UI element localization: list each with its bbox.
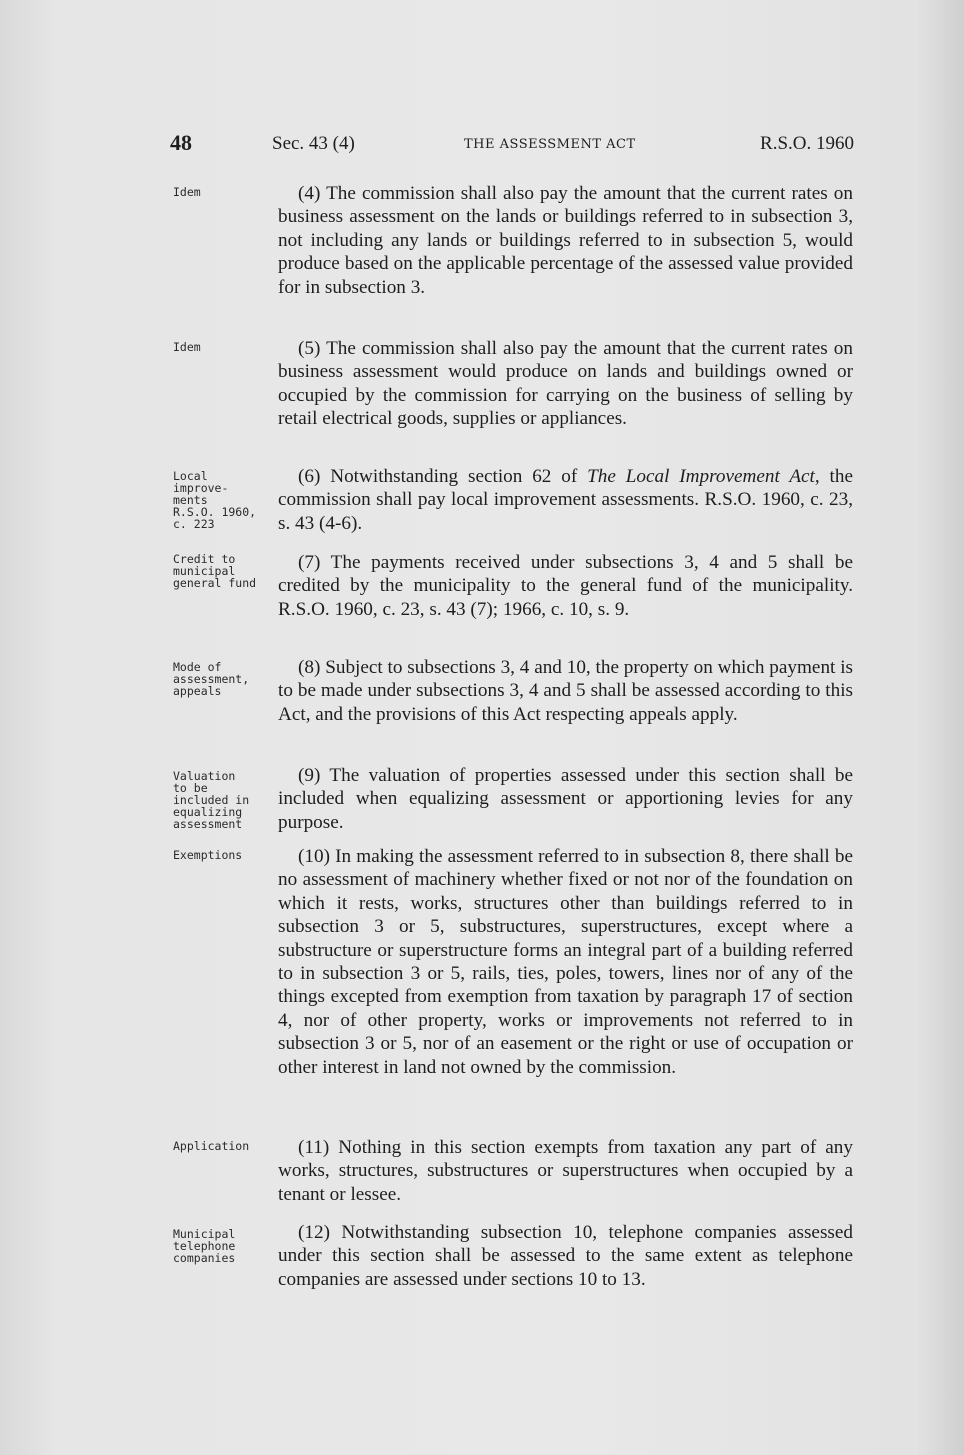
margin-note-credit: Credit to municipal general fund: [173, 552, 257, 590]
margin-note-application: Application: [173, 1139, 250, 1153]
subsection-6-start: (6) Notwithstanding section 62 of: [298, 466, 588, 487]
subsection-6: [278, 465, 853, 535]
act-title: THE ASSESSMENT ACT: [464, 137, 636, 152]
margin-note-mode: Mode of assessment, appeals: [173, 660, 250, 698]
page-number: 48: [170, 130, 192, 155]
margin-note-local-improvements: Local improve- ments R.S.O. 1960, c. 223: [173, 469, 257, 531]
subsection-9: (9) The valuation of properties assessed under this section shall be included when equalizing assessment or apportioning levies for any purpose.: [278, 765, 853, 833]
subsection-7: (7) The payments received under subsections 3, 4 and 5 shall be credited by the municipality to the general fund of the municipality. R.S.O. 1960, c. 23, s. 43 (7); 1966, c. 10, s. 9.: [278, 552, 853, 620]
margin-note-valuation: Valuation to be included in equalizing assessment: [173, 769, 250, 831]
margin-note-idem: Idem: [173, 340, 201, 354]
subsection-11: (11) Nothing in this section exempts from taxation any part of any works, structures, substructures or superstructures when occupied by a tenant or lessee.: [278, 1137, 853, 1205]
margin-note-exemptions: Exemptions: [173, 848, 243, 862]
cited-act-title: The Local Improvement Act: [587, 466, 815, 487]
subsection-6-end: , the commission shall pay local improvement assessments. R.S.O. 1960, c. 23, s. 43 (4-6).: [278, 466, 853, 534]
subsection-12: (12) Notwithstanding subsection 10, telephone companies assessed under this section shall be assessed to the same extent as telephone companies are assessed under sections 10 to 13.: [278, 1222, 853, 1290]
subsection-8: (8) Subject to subsections 3, 4 and 10, the property on which payment is to be made under subsections 3, 4 and 5 shall be assessed according to this Act, and the provisions of this Act respecting appeals apply.: [278, 657, 853, 725]
subsection-4: (4) The commission shall also pay the amount that the current rates on business assessment on the lands or buildings referred to in subsection 3, not including any lands or buildings referred to in subsection 5, would produce based on the applicable percentage of the assessed value provided for in subsection 3.: [278, 183, 853, 298]
subsection-5: (5) The commission shall also pay the amount that the current rates on business assessment would produce on lands and buildings owned or occupied by the commission for carrying on the business of selling by retail electrical goods, supplies or appliances.: [278, 338, 853, 430]
running-header: [170, 130, 854, 164]
margin-note-municipal: Municipal telephone companies: [173, 1227, 236, 1265]
margin-note-idem: Idem: [173, 185, 201, 199]
subsection-10: (10) In making the assessment referred to in subsection 8, there shall be no assessment of machinery whether fixed or not nor of the foundation on which it rests, works, structures other than buildings referred to in subsection 3 or 5, substructures, superstructures, except where a substructure or superstructure forms an integral part of a building referred to in subsection 3 or 5, rails, ties, poles, towers, lines nor of any of the things excepted from exemption from taxation by paragraph 17 of section 4, nor of other property, works or improvements not referred to in subsection 3 or 5, nor of an easement or the right or use of occupation or other interest in land not owned by the commission.: [278, 846, 853, 1078]
statute-reference: R.S.O. 1960: [760, 133, 854, 154]
section-reference: Sec. 43 (4): [272, 133, 355, 154]
